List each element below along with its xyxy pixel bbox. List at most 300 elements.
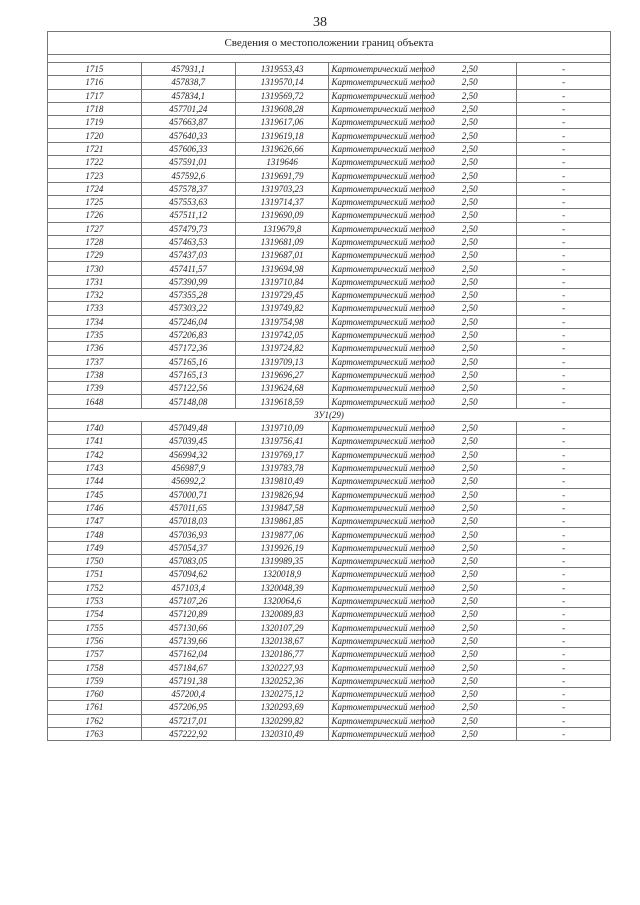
table-row (48, 382, 611, 395)
table-row (48, 275, 611, 288)
point-number: 1754 (48, 608, 142, 621)
point-number: 1729 (48, 249, 142, 262)
coord-y: 1319756,41 (235, 435, 329, 448)
note: - (517, 608, 611, 621)
method: Картометрический метод (329, 235, 423, 248)
note: - (517, 262, 611, 275)
coord-y: 1319681,09 (235, 235, 329, 248)
note: - (517, 182, 611, 195)
method: Картометрический метод (329, 541, 423, 554)
method: Картометрический метод (329, 355, 423, 368)
method: Картометрический метод (329, 63, 423, 76)
note: - (517, 594, 611, 607)
point-number: 1728 (48, 235, 142, 248)
coord-y: 1319783,78 (235, 461, 329, 474)
table-body (48, 32, 611, 741)
coord-x: 457591,01 (141, 156, 235, 169)
coord-x: 457463,53 (141, 235, 235, 248)
point-number: 1717 (48, 89, 142, 102)
coord-x: 457036,93 (141, 528, 235, 541)
point-number: 1752 (48, 581, 142, 594)
point-number: 1724 (48, 182, 142, 195)
coord-x: 457206,83 (141, 328, 235, 341)
note: - (517, 554, 611, 567)
method: Картометрический метод (329, 315, 423, 328)
table-row (48, 422, 611, 435)
note: - (517, 461, 611, 474)
coord-y: 1319690,09 (235, 209, 329, 222)
note: - (517, 674, 611, 687)
coord-y: 1319826,94 (235, 488, 329, 501)
note: - (517, 63, 611, 76)
point-number: 1747 (48, 515, 142, 528)
method: Картометрический метод (329, 368, 423, 381)
note: - (517, 634, 611, 647)
coord-x: 457701,24 (141, 102, 235, 115)
point-number: 1730 (48, 262, 142, 275)
boundary-points-table (47, 31, 611, 741)
table-row (48, 63, 611, 76)
method: Картометрический метод (329, 488, 423, 501)
method: Картометрический метод (329, 528, 423, 541)
coord-x: 457411,57 (141, 262, 235, 275)
coord-y: 1319877,06 (235, 528, 329, 541)
note: - (517, 222, 611, 235)
point-number: 1716 (48, 76, 142, 89)
coord-x: 457107,26 (141, 594, 235, 607)
coord-y: 1319861,85 (235, 515, 329, 528)
method: Картометрический метод (329, 554, 423, 567)
note: - (517, 488, 611, 501)
coord-y: 1319618,59 (235, 395, 329, 408)
note: - (517, 328, 611, 341)
note: - (517, 289, 611, 302)
method: Картометрический метод (329, 116, 423, 129)
method: Картометрический метод (329, 76, 423, 89)
note: - (517, 355, 611, 368)
accuracy: 2,50 (423, 674, 517, 687)
coord-y: 1319569,72 (235, 89, 329, 102)
accuracy: 2,50 (423, 182, 517, 195)
method: Картометрический метод (329, 195, 423, 208)
note: - (517, 701, 611, 714)
coord-y: 1319742,05 (235, 328, 329, 341)
accuracy: 2,50 (423, 608, 517, 621)
table-row (48, 182, 611, 195)
coord-y: 1319703,23 (235, 182, 329, 195)
note: - (517, 435, 611, 448)
point-number: 1719 (48, 116, 142, 129)
coord-x: 457083,05 (141, 554, 235, 567)
point-number: 1718 (48, 102, 142, 115)
coord-x: 457606,33 (141, 142, 235, 155)
coord-x: 457355,28 (141, 289, 235, 302)
point-number: 1715 (48, 63, 142, 76)
coord-y: 1320299,82 (235, 714, 329, 727)
point-number: 1751 (48, 568, 142, 581)
coord-x: 457094,62 (141, 568, 235, 581)
coord-y: 1319769,17 (235, 448, 329, 461)
table-row (48, 674, 611, 687)
accuracy: 2,50 (423, 488, 517, 501)
method: Картометрический метод (329, 674, 423, 687)
coord-y: 1319729,45 (235, 289, 329, 302)
point-number: 1753 (48, 594, 142, 607)
note: - (517, 714, 611, 727)
coord-x: 457054,37 (141, 541, 235, 554)
accuracy: 2,50 (423, 475, 517, 488)
point-number: 1758 (48, 661, 142, 674)
method: Картометрический метод (329, 156, 423, 169)
coord-y: 1319724,82 (235, 342, 329, 355)
accuracy: 2,50 (423, 727, 517, 740)
coord-y: 1320293,69 (235, 701, 329, 714)
point-number: 1736 (48, 342, 142, 355)
coord-x: 456994,32 (141, 448, 235, 461)
note: - (517, 661, 611, 674)
accuracy: 2,50 (423, 116, 517, 129)
table-row (48, 448, 611, 461)
method: Картометрический метод (329, 634, 423, 647)
note: - (517, 568, 611, 581)
table-row (48, 395, 611, 408)
accuracy: 2,50 (423, 142, 517, 155)
coord-y: 1319926,19 (235, 541, 329, 554)
table-row (48, 568, 611, 581)
method: Картометрический метод (329, 621, 423, 634)
note: - (517, 528, 611, 541)
accuracy: 2,50 (423, 129, 517, 142)
table-row (48, 435, 611, 448)
accuracy: 2,50 (423, 714, 517, 727)
coord-y: 1319691,79 (235, 169, 329, 182)
table-row (48, 461, 611, 474)
point-number: 1721 (48, 142, 142, 155)
method: Картометрический метод (329, 435, 423, 448)
note: - (517, 195, 611, 208)
point-number: 1746 (48, 501, 142, 514)
accuracy: 2,50 (423, 382, 517, 395)
coord-x: 457200,4 (141, 687, 235, 700)
table-row (48, 289, 611, 302)
accuracy: 2,50 (423, 621, 517, 634)
accuracy: 2,50 (423, 222, 517, 235)
note: - (517, 235, 611, 248)
accuracy: 2,50 (423, 355, 517, 368)
note: - (517, 249, 611, 262)
table-row (48, 116, 611, 129)
point-number: 1745 (48, 488, 142, 501)
table-row (48, 714, 611, 727)
accuracy: 2,50 (423, 448, 517, 461)
coord-x: 457206,95 (141, 701, 235, 714)
method: Картометрический метод (329, 302, 423, 315)
method: Картометрический метод (329, 102, 423, 115)
note: - (517, 156, 611, 169)
method: Картометрический метод (329, 262, 423, 275)
note: - (517, 275, 611, 288)
note: - (517, 315, 611, 328)
accuracy: 2,50 (423, 594, 517, 607)
table-row (48, 89, 611, 102)
coord-x: 457172,36 (141, 342, 235, 355)
coord-x: 457437,03 (141, 249, 235, 262)
accuracy: 2,50 (423, 568, 517, 581)
point-number: 1722 (48, 156, 142, 169)
point-number: 1744 (48, 475, 142, 488)
coord-y: 1319847,58 (235, 501, 329, 514)
method: Картометрический метод (329, 142, 423, 155)
table-row (48, 634, 611, 647)
point-number: 1741 (48, 435, 142, 448)
table-row (48, 195, 611, 208)
table-row (48, 687, 611, 700)
note: - (517, 515, 611, 528)
point-number: 1749 (48, 541, 142, 554)
coord-y: 1320275,12 (235, 687, 329, 700)
point-number: 1743 (48, 461, 142, 474)
coord-x: 457120,89 (141, 608, 235, 621)
accuracy: 2,50 (423, 302, 517, 315)
note: - (517, 448, 611, 461)
coord-y: 1319608,28 (235, 102, 329, 115)
coord-y: 1319810,49 (235, 475, 329, 488)
note: - (517, 395, 611, 408)
coord-x: 457217,01 (141, 714, 235, 727)
coord-y: 1319617,06 (235, 116, 329, 129)
point-number: 1756 (48, 634, 142, 647)
table-row (48, 142, 611, 155)
accuracy: 2,50 (423, 701, 517, 714)
section-heading: ЗУ1(29) (48, 408, 611, 421)
table-row (48, 302, 611, 315)
accuracy: 2,50 (423, 76, 517, 89)
coord-x: 457011,65 (141, 501, 235, 514)
accuracy: 2,50 (423, 156, 517, 169)
accuracy: 2,50 (423, 289, 517, 302)
table-row (48, 515, 611, 528)
note: - (517, 368, 611, 381)
point-number: 1735 (48, 328, 142, 341)
accuracy: 2,50 (423, 501, 517, 514)
note: - (517, 687, 611, 700)
accuracy: 2,50 (423, 541, 517, 554)
note: - (517, 116, 611, 129)
accuracy: 2,50 (423, 209, 517, 222)
method: Картометрический метод (329, 687, 423, 700)
point-number: 1737 (48, 355, 142, 368)
accuracy: 2,50 (423, 102, 517, 115)
point-number: 1739 (48, 382, 142, 395)
point-number: 1750 (48, 554, 142, 567)
table-row (48, 76, 611, 89)
point-number: 1726 (48, 209, 142, 222)
point-number: 1763 (48, 727, 142, 740)
table-title-row (48, 32, 611, 55)
table-row (48, 169, 611, 182)
note: - (517, 581, 611, 594)
accuracy: 2,50 (423, 328, 517, 341)
table-row (48, 249, 611, 262)
table-row (48, 528, 611, 541)
point-number: 1731 (48, 275, 142, 288)
accuracy: 2,50 (423, 342, 517, 355)
accuracy: 2,50 (423, 315, 517, 328)
method: Картометрический метод (329, 461, 423, 474)
table-row (48, 621, 611, 634)
accuracy: 2,50 (423, 581, 517, 594)
coord-x: 457838,7 (141, 76, 235, 89)
coord-x: 457246,04 (141, 315, 235, 328)
point-number: 1760 (48, 687, 142, 700)
coord-x: 457390,99 (141, 275, 235, 288)
method: Картометрический метод (329, 648, 423, 661)
coord-y: 1320089,83 (235, 608, 329, 621)
table-row (48, 102, 611, 115)
accuracy: 2,50 (423, 395, 517, 408)
accuracy: 2,50 (423, 249, 517, 262)
note: - (517, 501, 611, 514)
coord-x: 457162,04 (141, 648, 235, 661)
coord-x: 457303,22 (141, 302, 235, 315)
table-row (48, 328, 611, 341)
method: Картометрический метод (329, 714, 423, 727)
note: - (517, 727, 611, 740)
coord-x: 457165,13 (141, 368, 235, 381)
method: Картометрический метод (329, 661, 423, 674)
coord-x: 457222,92 (141, 727, 235, 740)
method: Картометрический метод (329, 608, 423, 621)
method: Картометрический метод (329, 501, 423, 514)
coord-y: 1319714,37 (235, 195, 329, 208)
note: - (517, 541, 611, 554)
coord-y: 1319754,98 (235, 315, 329, 328)
accuracy: 2,50 (423, 262, 517, 275)
accuracy: 2,50 (423, 461, 517, 474)
table-row (48, 355, 611, 368)
method: Картометрический метод (329, 289, 423, 302)
accuracy: 2,50 (423, 195, 517, 208)
coord-x: 457122,56 (141, 382, 235, 395)
method: Картометрический метод (329, 209, 423, 222)
coord-y: 1319710,84 (235, 275, 329, 288)
point-number: 1757 (48, 648, 142, 661)
method: Картометрический метод (329, 89, 423, 102)
method: Картометрический метод (329, 727, 423, 740)
table-row (48, 581, 611, 594)
note: - (517, 76, 611, 89)
point-number: 1723 (48, 169, 142, 182)
method: Картометрический метод (329, 342, 423, 355)
accuracy: 2,50 (423, 648, 517, 661)
method: Картометрический метод (329, 422, 423, 435)
note: - (517, 475, 611, 488)
coord-y: 1320310,49 (235, 727, 329, 740)
coord-x: 457479,73 (141, 222, 235, 235)
coord-y: 1319646 (235, 156, 329, 169)
note: - (517, 209, 611, 222)
coord-y: 1319553,43 (235, 63, 329, 76)
note: - (517, 169, 611, 182)
coord-x: 457191,38 (141, 674, 235, 687)
table-row (48, 209, 611, 222)
table-row (48, 541, 611, 554)
coord-y: 1320227,93 (235, 661, 329, 674)
note: - (517, 342, 611, 355)
table-row (48, 262, 611, 275)
coord-y: 1319626,66 (235, 142, 329, 155)
method: Картометрический метод (329, 594, 423, 607)
table-row (48, 129, 611, 142)
table-row (48, 501, 611, 514)
method: Картометрический метод (329, 448, 423, 461)
coord-x: 457139,66 (141, 634, 235, 647)
table-row (48, 475, 611, 488)
table-row (48, 594, 611, 607)
table-row (48, 648, 611, 661)
point-number: 1732 (48, 289, 142, 302)
table-row (48, 342, 611, 355)
coord-x: 457184,67 (141, 661, 235, 674)
accuracy: 2,50 (423, 275, 517, 288)
method: Картометрический метод (329, 275, 423, 288)
coord-y: 1319749,82 (235, 302, 329, 315)
table-row (48, 315, 611, 328)
coord-x: 457049,48 (141, 422, 235, 435)
method: Картометрический метод (329, 395, 423, 408)
coord-y: 1319989,35 (235, 554, 329, 567)
point-number: 1738 (48, 368, 142, 381)
coord-x: 456987,9 (141, 461, 235, 474)
section-heading-row (48, 408, 611, 421)
method: Картометрический метод (329, 568, 423, 581)
coord-x: 457663,87 (141, 116, 235, 129)
note: - (517, 102, 611, 115)
table-row (48, 608, 611, 621)
accuracy: 2,50 (423, 169, 517, 182)
point-number: 1740 (48, 422, 142, 435)
accuracy: 2,50 (423, 515, 517, 528)
coord-x: 457511,12 (141, 209, 235, 222)
table-row (48, 156, 611, 169)
point-number: 1742 (48, 448, 142, 461)
coord-x: 457931,1 (141, 63, 235, 76)
accuracy: 2,50 (423, 634, 517, 647)
table-row (48, 222, 611, 235)
coord-x: 457018,03 (141, 515, 235, 528)
coord-x: 457039,45 (141, 435, 235, 448)
coord-y: 1320048,39 (235, 581, 329, 594)
accuracy: 2,50 (423, 235, 517, 248)
point-number: 1733 (48, 302, 142, 315)
point-number: 1748 (48, 528, 142, 541)
accuracy: 2,50 (423, 422, 517, 435)
coord-x: 457130,66 (141, 621, 235, 634)
coord-y: 1319679,8 (235, 222, 329, 235)
table-row (48, 554, 611, 567)
accuracy: 2,50 (423, 554, 517, 567)
table-title: Сведения о местоположении границ объекта (48, 32, 611, 55)
coord-x: 457103,4 (141, 581, 235, 594)
coord-y: 1319619,18 (235, 129, 329, 142)
point-number: 1648 (48, 395, 142, 408)
coord-y: 1320138,67 (235, 634, 329, 647)
table-title-spacer (48, 55, 611, 63)
coord-y: 1319694,98 (235, 262, 329, 275)
note: - (517, 621, 611, 634)
table-row (48, 488, 611, 501)
method: Картометрический метод (329, 249, 423, 262)
